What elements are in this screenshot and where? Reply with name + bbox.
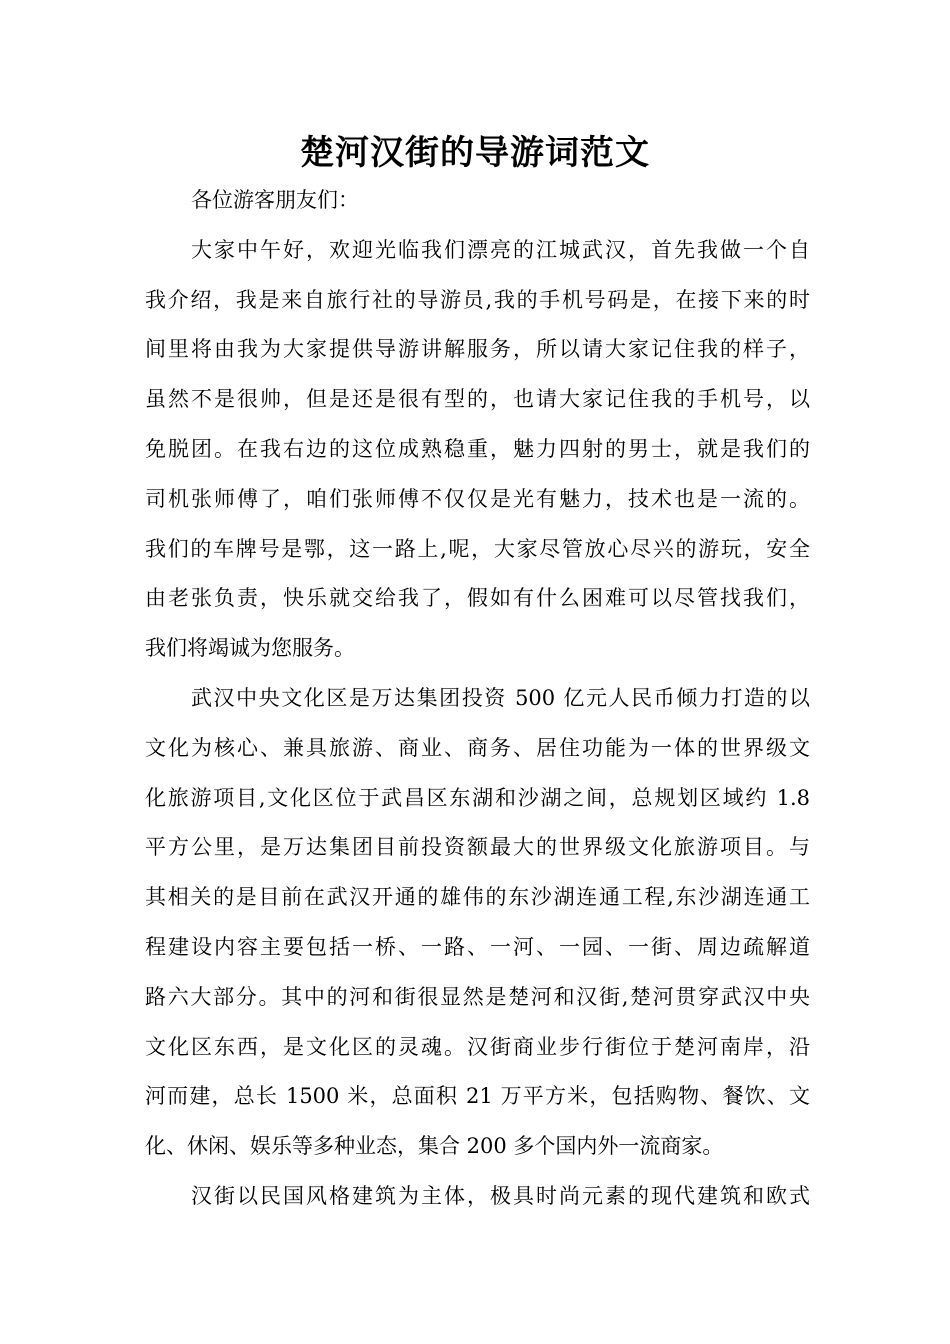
- text-line: 文化区东西，是文化区的灵魂。汉街商业步行街位于楚河南岸，沿: [145, 1034, 810, 1059]
- text-line: 河而建，总长 1500 米，总面积 21 万平方米，包括购物、餐饮、文: [145, 1084, 810, 1109]
- text-line: 汉街以民国风格建筑为主体，极具时尚元素的现代建筑和欧式: [191, 1183, 810, 1208]
- text-line: 文化为核心、兼具旅游、商业、商务、居住功能为一体的世界级文: [145, 735, 810, 760]
- text-line: 大家中午好，欢迎光临我们漂亮的江城武汉，首先我做一个自: [191, 237, 810, 262]
- text-line: 司机张师傅了，咱们张师傅不仅仅是光有魅力，技术也是一流的。: [145, 486, 810, 511]
- text-line: 武汉中央文化区是万达集团投资 500 亿元人民币倾力打造的以: [191, 685, 810, 710]
- text-line: 虽然不是很帅，但是还是很有型的，也请大家记住我的手机号，以: [145, 387, 810, 412]
- text-line: 各位游客朋友们：: [191, 188, 359, 212]
- paragraph-introduction: [145, 226, 810, 674]
- text-line: 我介绍，我是来自旅行社的导游员,我的手机号码是，在接下来的时: [145, 287, 810, 312]
- text-line: 我们的车牌号是鄂，这一路上,呢，大家尽管放心尽兴的游玩，安全: [145, 536, 810, 561]
- text-line: 程建设内容主要包括一桥、一路、一河、一园、一街、周边疏解道: [145, 934, 810, 959]
- text-line: 其相关的是目前在武汉开通的雄伟的东沙湖连通工程,东沙湖连通工: [145, 885, 810, 910]
- text-line: 间里将由我为大家提供导游讲解服务，所以请大家记住我的样子，: [145, 337, 810, 362]
- text-line: 我们将竭诚为您服务。: [145, 636, 355, 661]
- document-body: [145, 176, 810, 1222]
- page-title: 楚河汉街的导游词范文: [300, 133, 650, 173]
- paragraph-greeting: [145, 176, 810, 226]
- paragraph-architecture: [145, 1172, 810, 1222]
- text-line: 化旅游项目,文化区位于武昌区东湖和沙湖之间，总规划区域约 1.8: [145, 785, 810, 810]
- text-line: 由老张负责，快乐就交给我了，假如有什么困难可以尽管找我们，: [145, 586, 810, 611]
- paragraph-cultural-district: [145, 674, 810, 1172]
- text-line: 免脱团。在我右边的这位成熟稳重，魅力四射的男士，就是我们的: [145, 436, 810, 461]
- text-line: 路六大部分。其中的河和街很显然是楚河和汉街,楚河贯穿武汉中央: [145, 984, 810, 1009]
- text-line: 平方公里，是万达集团目前投资额最大的世界级文化旅游项目。与: [145, 835, 810, 860]
- text-line: 化、休闲、娱乐等多种业态，集合 200 多个国内外一流商家。: [145, 1134, 724, 1159]
